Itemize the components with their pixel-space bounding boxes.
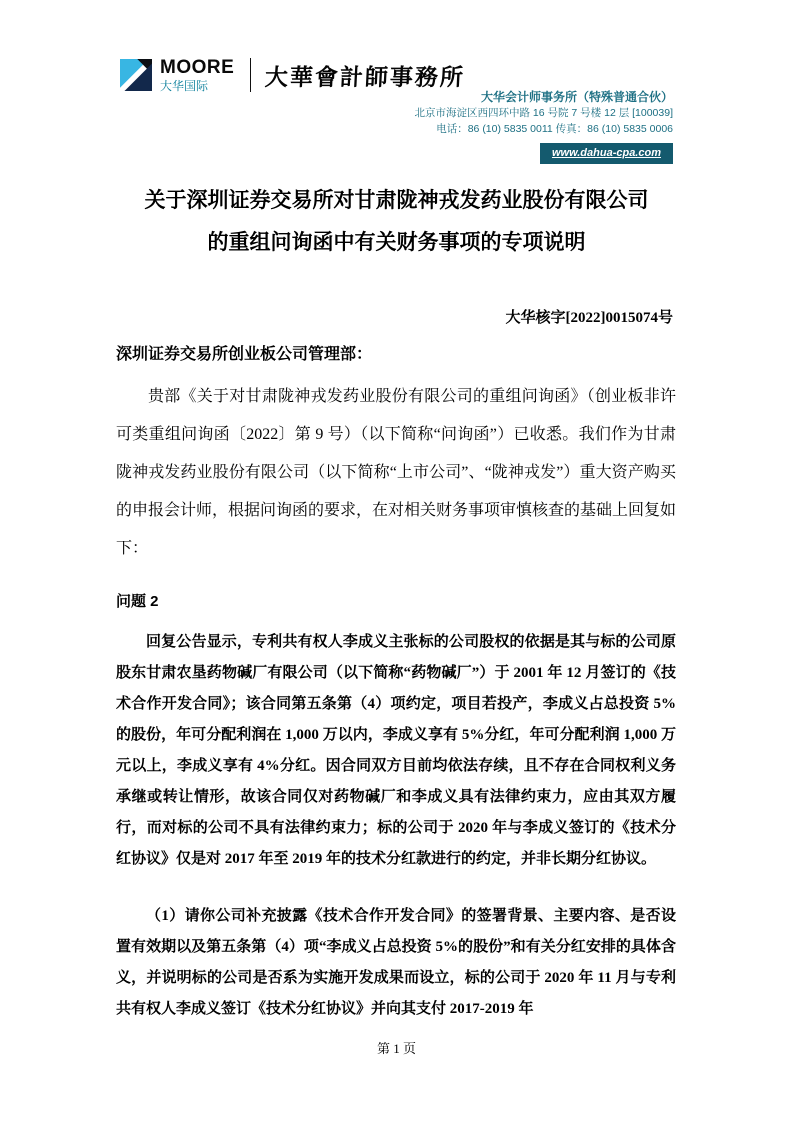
brand-text-block	[160, 58, 234, 92]
question-paragraph-1: 回复公告显示，专利共有权人李成义主张标的公司股权的依据是其与标的公司原股东甘肃农垦药物碱厂有限公司（以下简称“药物碱厂”）于 2001 年 12 月签订的《技术合作开发合同》；该合同第五条第（4）项约定，项目若投产，李成义占总投资 5%的股份，年可分配利润在 1,000 万以内，李成义享有 5%分红，年可分配利润 1,000 万元以上，李成义享有 4%分红。因合同双方目前均依法存续，且不存在合同权利义务承继或转让情形，故该合同仅对药物碱厂和李成义具有法律约束力，应由其双方履行，而对标的公司不具有法律约束力；标的公司于 2020 年与李成义签订的《技术分红协议》仅是对 2017 年至 2019 年的技术分红款进行的约定，并非长期分红协议。	[116, 634, 676, 867]
document-body	[116, 340, 676, 1051]
firm-name: 大华会计师事务所（特殊普通合伙）	[480, 90, 673, 104]
document-title	[0, 180, 793, 264]
document-title-line2: 的重组问询函中有关财务事项的专项说明	[207, 231, 586, 254]
letterhead-contact-block	[415, 88, 674, 164]
firm-website-link[interactable]: www.dahua-cpa.com	[540, 143, 673, 165]
page-number: 第 1 页	[376, 1041, 416, 1056]
reference-number: 大华核字[2022]0015074号	[505, 310, 673, 326]
firm-calligraphy-title: 大華會計師事務所	[264, 64, 466, 90]
brand-divider	[250, 58, 251, 92]
intro-paragraph: 贵部《关于对甘肃陇神戎发药业股份有限公司的重组问询函》（创业板非许可类重组问询函〔2022〕第 9 号）（以下简称“问询函”）已收悉。我们作为甘肃陇神戎发药业股份有限公司（以下简称“上市公司”、“陇神戎发”）重大资产购买的申报会计师，根据问询函的要求，在对相关财务事项审慎核查的基础上回复如下：	[116, 388, 677, 557]
document-title-line1: 关于深圳证券交易所对甘肃陇神戎发药业股份有限公司	[144, 189, 649, 212]
recipient-line: 深圳证券交易所创业板公司管理部：	[116, 346, 373, 363]
firm-phone-fax: 电话：86 (10) 5835 0011 传真：86 (10) 5835 0006	[436, 122, 673, 135]
letterhead-logo-group	[120, 58, 465, 92]
moore-logo-icon	[120, 59, 152, 91]
question-paragraph-2: （1）请你公司补充披露《技术合作开发合同》的签署背景、主要内容、是否设置有效期以及第五条第（4）项“李成义占总投资 5%的股份”和有关分红安排的具体含义，并说明标的公司是否系为实施开发成果而设立，标的公司于 2020 年 11 月与专利共有权人李成义签订《技术分红协议》并向其支付 2017-2019 年	[116, 908, 676, 1017]
question-heading: 问题 2	[116, 593, 159, 610]
brand-sub-name: 大华国际	[160, 79, 209, 93]
firm-address: 北京市海淀区西四环中路 16 号院 7 号楼 12 层 [100039]	[414, 107, 673, 119]
brand-name: MOORE	[160, 57, 235, 78]
